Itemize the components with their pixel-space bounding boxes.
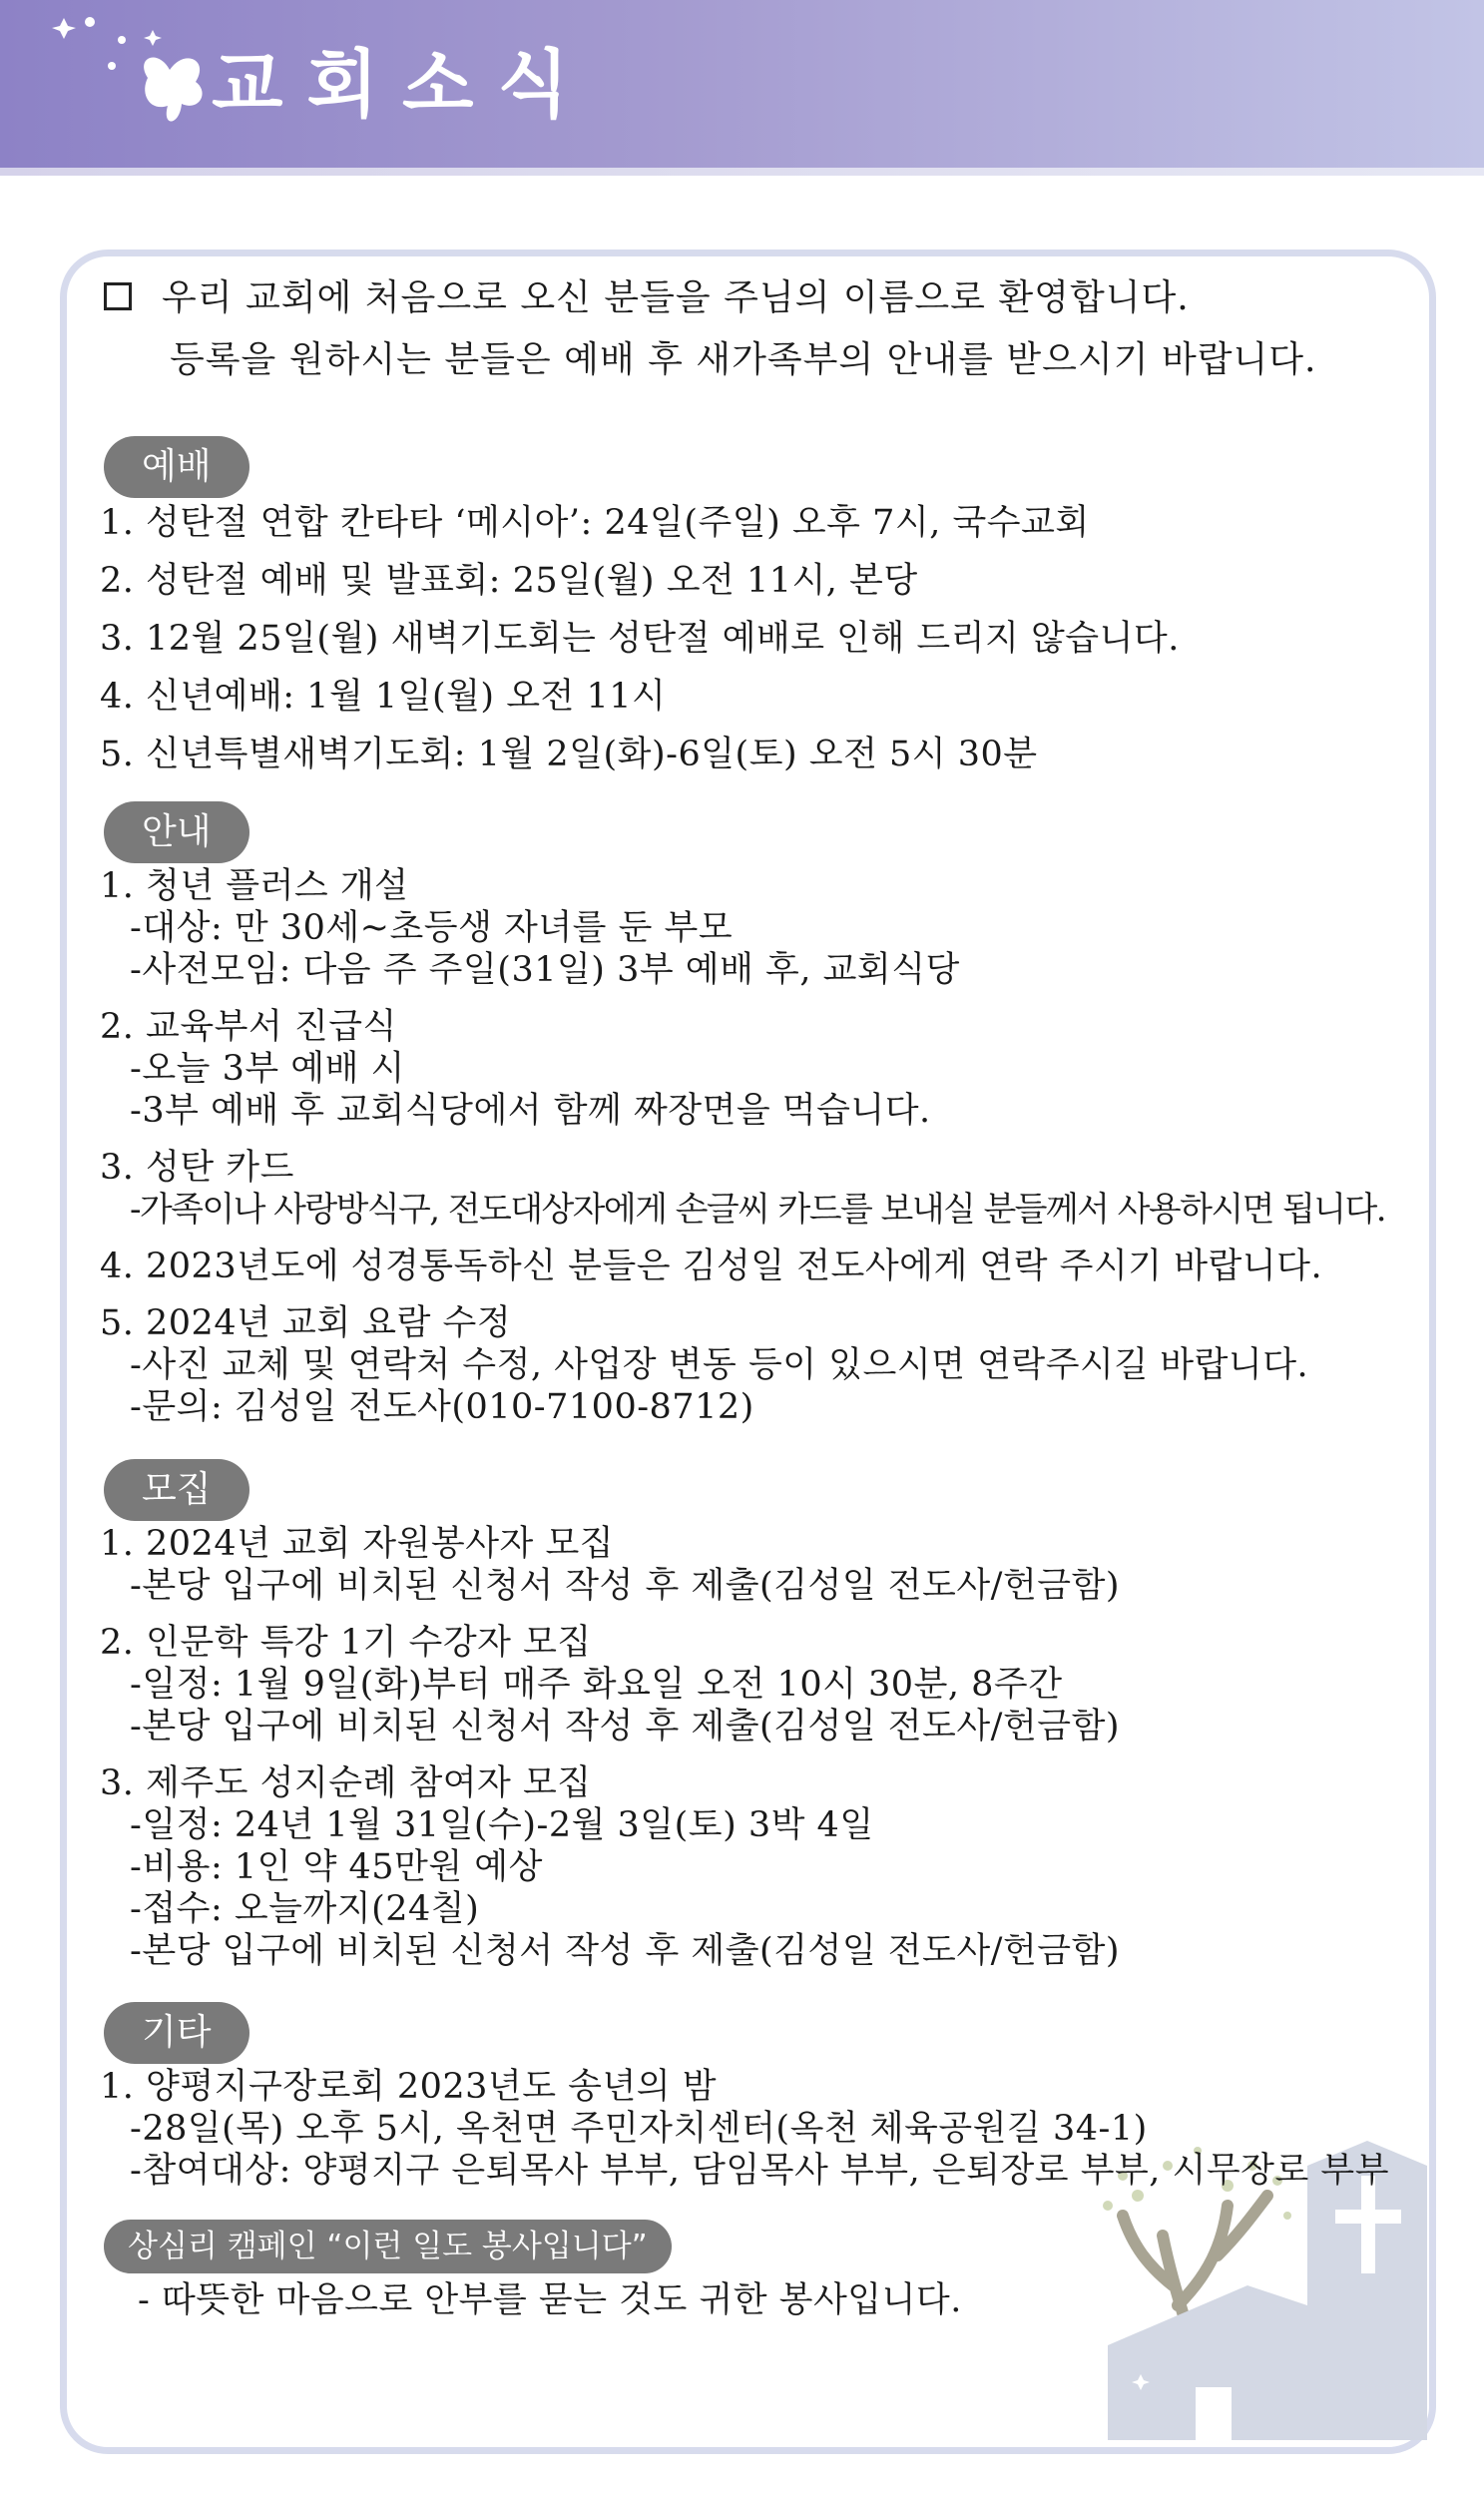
- item-detail: -28일(목) 오후 5시, 옥천면 주민자치센터(옥천 체육공원길 34-1): [130, 2109, 1148, 2149]
- list-item: [100, 1622, 1437, 1748]
- section-label: 모집: [104, 1459, 249, 1521]
- header-underline: [0, 168, 1484, 176]
- list-item: [100, 2066, 1437, 2192]
- list-item: [100, 865, 1437, 991]
- item-detail: -사전모임: 다음 주 주일(31일) 3부 예배 후, 교회식당: [130, 950, 960, 990]
- item-detail: -오늘 3부 예배 시: [130, 1049, 405, 1089]
- campaign-text: - 따뜻한 마음으로 안부를 묻는 것도 귀한 봉사입니다.: [138, 2280, 962, 2320]
- item-title: 3. 성탄 카드: [100, 1148, 294, 1188]
- item-detail: -문의: 김성일 전도사(010-7100-8712): [130, 1387, 754, 1427]
- welcome-text: 우리 교회에 처음으로 오신 분들을 주님의 이름으로 환영합니다.: [162, 277, 1190, 318]
- list-item: 3. 12월 25일(월) 새벽기도회는 성탄절 예배로 인해 드리지 않습니다.: [100, 619, 1180, 659]
- item-title: 1. 청년 플러스 개설: [100, 866, 409, 906]
- item-title: 3. 제주도 성지순례 참여자 모집: [100, 1763, 592, 1803]
- page-title: 교회소식: [212, 42, 593, 128]
- item-detail: -일정: 24년 1월 31일(수)-2월 3일(토) 3박 4일: [130, 1805, 874, 1845]
- list-item: 2. 성탄절 예배 및 발표회: 25일(월) 오전 11시, 본당: [100, 561, 918, 601]
- item-detail: -일정: 1월 9일(화)부터 매주 화요일 오전 10시 30분, 8주간: [130, 1665, 1063, 1705]
- campaign-label: 상심리 캠페인 “이런 일도 봉사입니다”: [104, 2220, 672, 2273]
- item-detail: -3부 예배 후 교회식당에서 함께 짜장면을 먹습니다.: [130, 1091, 931, 1131]
- item-detail: -참여대상: 양평지구 은퇴목사 부부, 담임목사 부부, 은퇴장로 부부, 시무장로 부부: [130, 2151, 1390, 2191]
- welcome-message: [100, 267, 1397, 391]
- section-notice: [100, 801, 1437, 1443]
- item-detail: -대상: 만 30세~초등생 자녀를 둔 부모: [130, 908, 734, 948]
- list-item: [100, 1147, 1437, 1231]
- item-title: 1. 2024년 교회 자원봉사자 모집: [100, 1524, 615, 1564]
- item-detail: -본당 입구에 비치된 신청서 작성 후 제출(김성일 전도사/헌금함): [130, 1931, 1121, 1971]
- section-campaign: [100, 2220, 1437, 2321]
- list-item: [100, 1006, 1437, 1132]
- item-detail: -본당 입구에 비치된 신청서 작성 후 제출(김성일 전도사/헌금함): [130, 1707, 1121, 1747]
- list-item: [100, 1762, 1437, 1972]
- section-label: 예배: [104, 436, 249, 498]
- item-detail: -비용: 1인 약 45만원 예상: [130, 1847, 543, 1887]
- list-item: 4. 신년예배: 1월 1일(월) 오전 11시: [100, 677, 667, 717]
- section-label: 안내: [104, 801, 249, 863]
- item-title: 1. 양평지구장로회 2023년도 송년의 밤: [100, 2067, 717, 2107]
- list-item: [100, 1302, 1437, 1428]
- list-item: [100, 1523, 1437, 1607]
- item-detail: -사진 교체 및 연락처 수정, 사업장 변동 등이 있으시면 연락주시길 바랍니다.: [130, 1345, 1309, 1385]
- item-detail: -접수: 오늘까지(24칠): [130, 1889, 480, 1929]
- section-recruit: [100, 1459, 1437, 1987]
- checkbox-icon: [104, 282, 132, 310]
- section-worship: [100, 436, 1437, 791]
- welcome-line: [100, 267, 1397, 329]
- item-detail: -가족이나 사랑방식구, 전도대상자에게 손글씨 카드를 보내실 분들께서 사용하시면 됩니다.: [130, 1190, 1385, 1230]
- list-item: [100, 1246, 1437, 1287]
- list-item: 1. 성탄절 연합 칸타타 ‘메시아’: 24일(주일) 오후 7시, 국수교회: [100, 503, 1090, 543]
- butterfly-star-icon: [50, 8, 210, 138]
- item-detail: -본당 입구에 비치된 신청서 작성 후 제출(김성일 전도사/헌금함): [130, 1566, 1121, 1606]
- section-label: 기타: [104, 2002, 249, 2064]
- section-etc: [100, 2002, 1437, 2207]
- item-title: 2. 교육부서 진급식: [100, 1007, 397, 1047]
- list-item: 5. 신년특별새벽기도회: 1월 2일(화)-6일(토) 오전 5시 30분: [100, 735, 1038, 774]
- item-title: 2. 인문학 특강 1기 수강자 모집: [100, 1623, 592, 1663]
- welcome-line: 등록을 원하시는 분들은 예배 후 새가족부의 안내를 받으시기 바랍니다.: [170, 339, 1317, 380]
- item-title: 5. 2024년 교회 요람 수정: [100, 1303, 512, 1343]
- item-title: 4. 2023년도에 성경통독하신 분들은 김성일 전도사에게 연락 주시기 바랍니다.: [100, 1247, 1323, 1286]
